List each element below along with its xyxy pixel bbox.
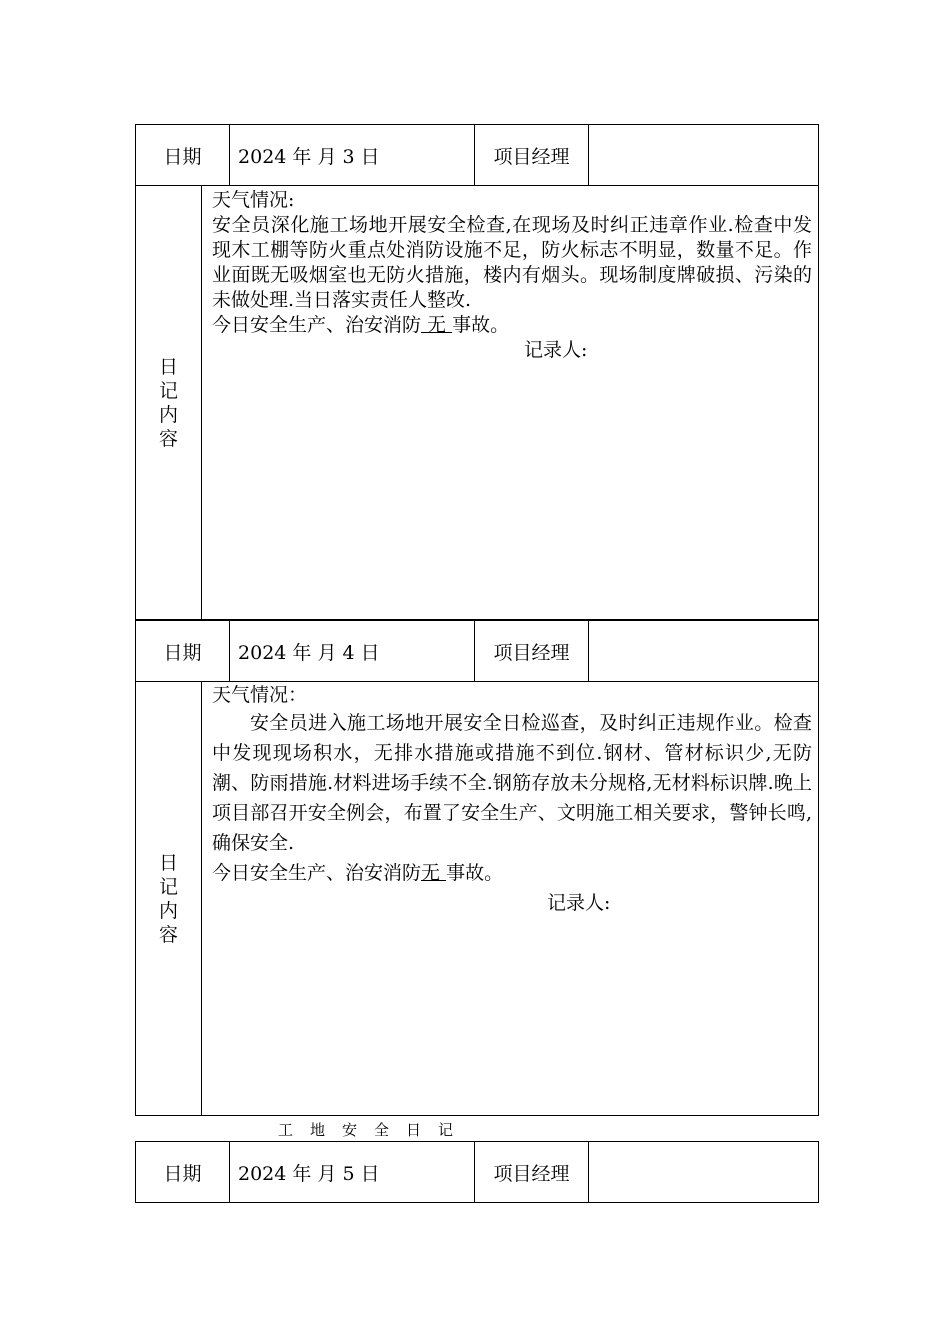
entry-content-row (136, 186, 819, 620)
date-label: 日期 (136, 621, 230, 682)
manager-label: 项目经理 (475, 125, 589, 186)
manager-label: 项目经理 (475, 621, 589, 682)
diary-content-label: 日 记 内 容 (136, 682, 202, 1116)
safety-line: 今日安全生产、治安消防 无 事故。 (212, 314, 510, 336)
manager-value (589, 1142, 819, 1203)
date-value: 2024 年 月 5 日 (230, 1142, 475, 1203)
date-value: 2024 年 月 3 日 (230, 125, 475, 186)
safety-value: 无 (421, 314, 453, 336)
safety-line: 今日安全生产、治安消防无 事故。 (212, 862, 504, 884)
weather-line: 天气情况： (212, 684, 308, 706)
manager-value (589, 125, 819, 186)
entry-header-row (136, 1142, 819, 1203)
entry-header-row (136, 621, 819, 682)
weather-line: 天气情况: (212, 189, 295, 211)
diary-body: 安全员深化施工场地开展安全检查,在现场及时纠正违章作业.检查中发现木工棚等防火重点处消防设施不足，防火标志不明显，数量不足。作业面既无吸烟室也无防火措施，楼内有烟头。现场制度牌破损、污染的未做处理.当日落实责任人整改. (212, 214, 813, 311)
entry-content-row (136, 682, 819, 1116)
diary-body: 安全员进入施工场地开展安全日检巡查，及时纠正违规作业。检查中发现现场积水，无排水措施或措施不到位.钢材、管材标识少,无防潮、防雨措施.材料进场手续不全.钢筋存放未分规格,无材料标识牌.晚上项目部召开安全例会，布置了安全生产、文明施工相关要求，警钟长鸣,确保安全. (212, 712, 813, 854)
diary-entry-2 (135, 620, 819, 1116)
date-label: 日期 (136, 125, 230, 186)
entry-header-row (136, 125, 819, 186)
date-label: 日期 (136, 1142, 230, 1203)
diary-content-label: 日 记 内 容 (136, 186, 202, 620)
diary-content (202, 682, 819, 1116)
diary-content (202, 186, 819, 620)
diary-caption: 工地安全日记 (278, 1121, 471, 1139)
date-value: 2024 年 月 4 日 (230, 621, 475, 682)
diary-entry-1 (135, 124, 819, 620)
recorder-line: 记录人: (547, 892, 611, 914)
recorder-line: 记录人: (524, 339, 588, 361)
safety-value: 无 (421, 862, 447, 884)
manager-label: 项目经理 (475, 1142, 589, 1203)
diary-entry-3 (135, 1141, 819, 1203)
manager-value (589, 621, 819, 682)
